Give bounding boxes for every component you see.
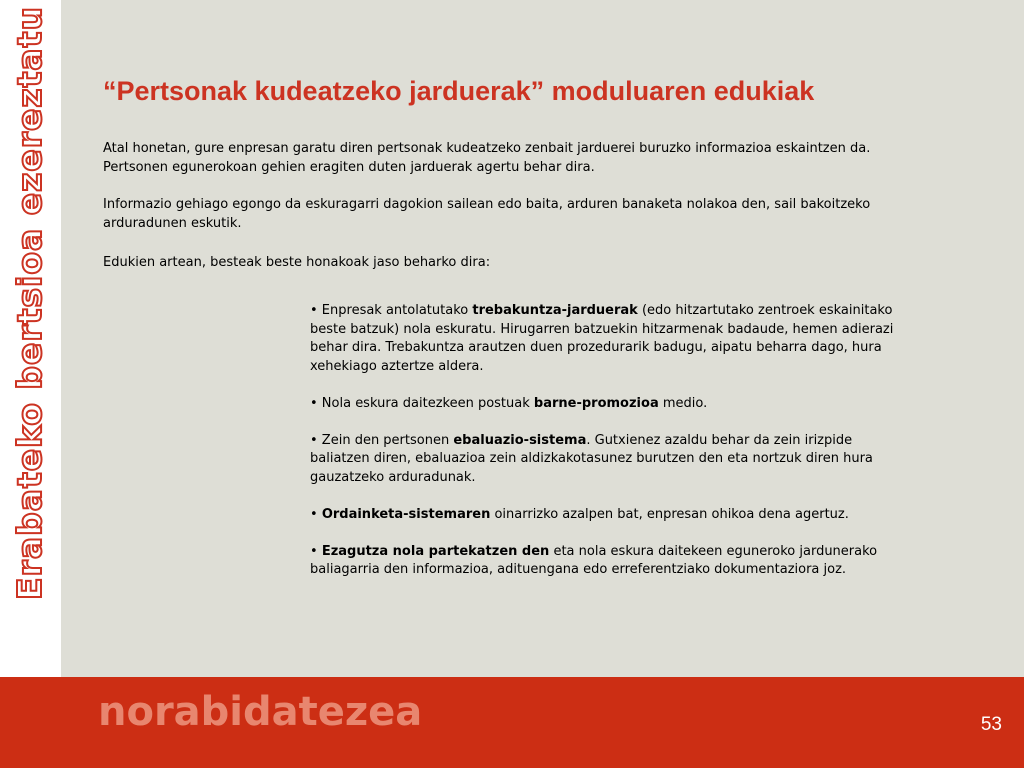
bullet-keyword: Ezagutza nola partekatzen den xyxy=(321,543,550,559)
info-paragraph: Informazio gehiago egongo da eskuragarri dagokion sailean edo baita, arduren banaketa nolakoa den, sail bakoitzeko arduradunen eskutik. xyxy=(103,197,871,231)
page-number: 53 xyxy=(980,714,1002,735)
bullet-list xyxy=(310,302,895,598)
footer-bar xyxy=(0,677,1024,768)
bullet-text: . Gutxienez azaldu behar da zein irizpide baliatzen diren, ebaluazioa zein aldizkakotasunez burutzen den eta nortzuk diren hura gauzatzeko arduradunak. xyxy=(310,432,873,485)
side-vertical-title: Erabateko bertsioa ezereztatu xyxy=(10,6,49,600)
bullet-item-knowledge xyxy=(310,543,895,580)
intro-paragraph: Atal honetan, gure enpresan garatu diren pertsonak kudeatzeko zenbait jarduerei buruzko informazioa eskaintzen da. Pertsonen egunerokoan gehien eragiten duten jarduerak agertu behar dira. xyxy=(103,141,871,175)
bullet-item-promotion xyxy=(310,395,895,414)
bullet-text: • Enpresak antolatutako xyxy=(310,303,473,318)
bullet-keyword: trebakuntza-jarduerak xyxy=(472,303,638,318)
bullet-text: • xyxy=(310,506,322,522)
bullet-text: oinarrizko azalpen bat, enpresan ohikoa dena agertuz. xyxy=(490,506,849,522)
bullet-item-payment xyxy=(310,506,895,525)
bullet-text: eta nola eskura daitekeen eguneroko jardunerako baliagarria den informazioa, adituengana edo erreferentziako dokumentaziora joz. xyxy=(310,543,878,577)
bullet-text: • Nola eskura daitezkeen postuak xyxy=(310,395,534,411)
side-strip xyxy=(0,0,61,677)
bullet-keyword: ebaluazio-sistema xyxy=(453,432,587,448)
brand-logo-text: norabidatezea xyxy=(98,689,423,735)
slide-title: “Pertsonak kudeatzeko jarduerak” moduluaren edukiak xyxy=(103,76,815,106)
bullet-keyword: Ordainketa-sistemaren xyxy=(321,506,491,522)
contents-lead-paragraph: Edukien artean, besteak beste honakoak jaso beharko dira: xyxy=(103,255,491,270)
bullet-item-evaluation xyxy=(310,432,895,488)
bullet-text: (edo hitzartutako zentroek eskainitako beste batzuk) nola eskuratu. Hirugarren batzuekin hitzarmenak badaude, hemen adierazi behar dira. Trebakuntza arautzen duen prozedurarik badugu, aipatu beharra dago, hura xehekiago aztertze aldera. xyxy=(310,303,894,374)
slide-content xyxy=(61,0,1024,677)
bullet-item-training xyxy=(310,302,895,376)
bullet-keyword: barne-promozioa xyxy=(533,395,659,411)
bullet-text: • Zein den pertsonen xyxy=(310,432,454,448)
bullet-text: • xyxy=(310,543,322,559)
bullet-text: medio. xyxy=(658,395,708,411)
